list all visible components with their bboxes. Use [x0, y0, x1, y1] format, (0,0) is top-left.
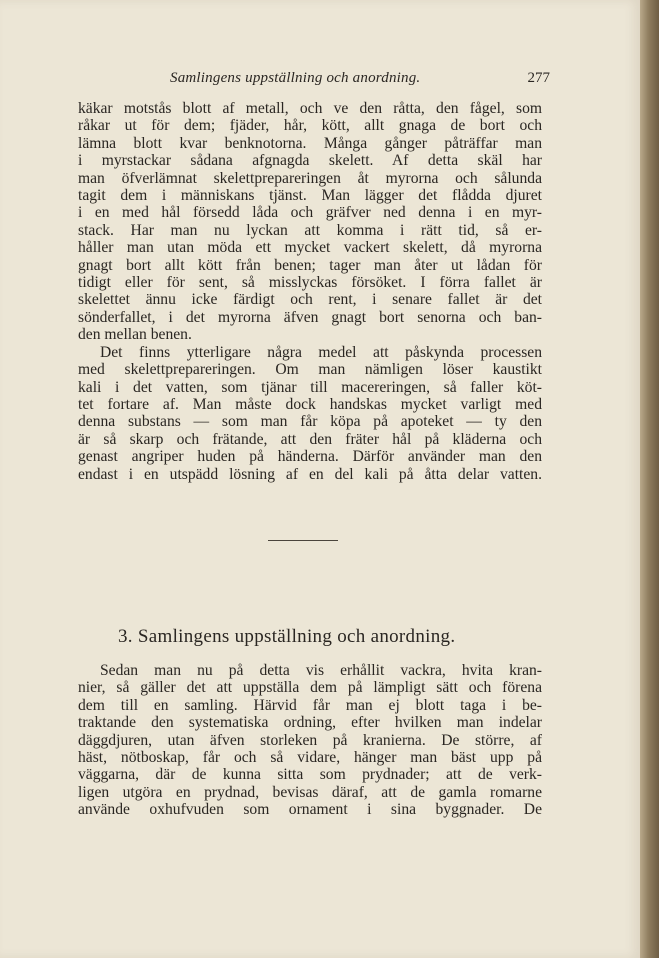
text-line: håller man utan möda ett mycket vackert skelett, då myrorna [78, 239, 542, 257]
section-text [78, 662, 542, 819]
text-line: väggarna, där de kunna sitta som prydnader; att de verk- [78, 766, 542, 784]
text-line: skelettet ännu icke färdigt och rent, i senare fallet är det [78, 291, 542, 309]
text-line: den mellan benen. [78, 326, 192, 344]
text-line: nier, så gäller det att uppställa dem på lämpligt sätt och förena [78, 679, 542, 697]
text-line: kali i det vatten, som tjänar till macereringen, så faller köt- [78, 378, 542, 396]
body-text [78, 100, 542, 483]
text-line: käkar motstås blott af metall, och ve den råtta, den fågel, som [78, 100, 542, 117]
text-line: gnagt bort allt kött från benen; tager man åter ut lådan för [78, 256, 542, 274]
running-head-title: Samlingens uppställning och anordning. [170, 70, 421, 86]
text-line: är så skarp och frätande, att den fräter hål på kläderna och [78, 430, 542, 448]
section-divider [268, 540, 338, 541]
text-line: genast angriper huden på händerna. Därför använder man den [78, 448, 542, 466]
text-line: Det finns ytterligare några medel att påskynda processen [100, 343, 542, 361]
text-line: sönderfallet, i det myrorna äfven gnagt bort senorna och ban- [78, 308, 542, 326]
text-line: Sedan man nu på detta vis erhållit vackra, hvita kran- [100, 662, 542, 679]
running-head [78, 70, 550, 90]
text-line: tet fortare af. Man måste dock handskas mycket varligt med [78, 395, 542, 413]
text-line: däggdjuren, utan äfven storleken på kranierna. De större, af [78, 731, 542, 749]
page-edge [640, 0, 659, 958]
text-line: ligen utgöra en prydnad, bevisas däraf, att de gamla romarne [78, 783, 542, 801]
text-line: häst, nötboskap, får och så vidare, hänger man bäst upp på [78, 749, 542, 767]
text-line: denna substans — som man får köpa på apoteket — ty den [78, 413, 542, 431]
text-line: lämna blott kvar benknotorna. Många gånger påträffar man [78, 134, 542, 152]
text-line: stack. Har man nu lyckan att komma i rätt tid, så er- [78, 221, 542, 239]
text-line: tagit dem i människans tjänst. Man lägger det flådda djuret [78, 187, 542, 205]
page-number: 277 [527, 70, 550, 86]
text-line: endast i en utspädd lösning af en del kali på åtta delar vatten. [78, 465, 542, 483]
section-heading: 3. Samlingens uppställning och anordning. [118, 626, 456, 647]
text-line: traktande den systematiska ordning, efter hvilken man indelar [78, 714, 542, 732]
text-line: dem till en samling. Härvid får man ej blott taga i be- [78, 696, 542, 714]
text-line: med skelettprepareringen. Om man nämligen löser kaustikt [78, 361, 542, 379]
text-line: råkar ut för dem; fjäder, hår, kött, allt gnaga de bort och [78, 117, 542, 135]
text-line: i myrstackar sådana afgnagda skelett. Af detta skäl har [78, 152, 542, 170]
text-line: i en med hål försedd låda och gräfver ned denna i en myr- [78, 204, 542, 222]
paragraph-2 [78, 344, 542, 483]
paragraph-1 [78, 100, 542, 344]
text-line: man öfverlämnat skelettprepareringen åt myrorna och sålunda [78, 169, 542, 187]
text-line: använde oxhufvuden som ornament i sina byggnader. De [78, 801, 542, 819]
text-line: tidigt eller för sent, så misslyckas försöket. I förra fallet är [78, 274, 542, 292]
